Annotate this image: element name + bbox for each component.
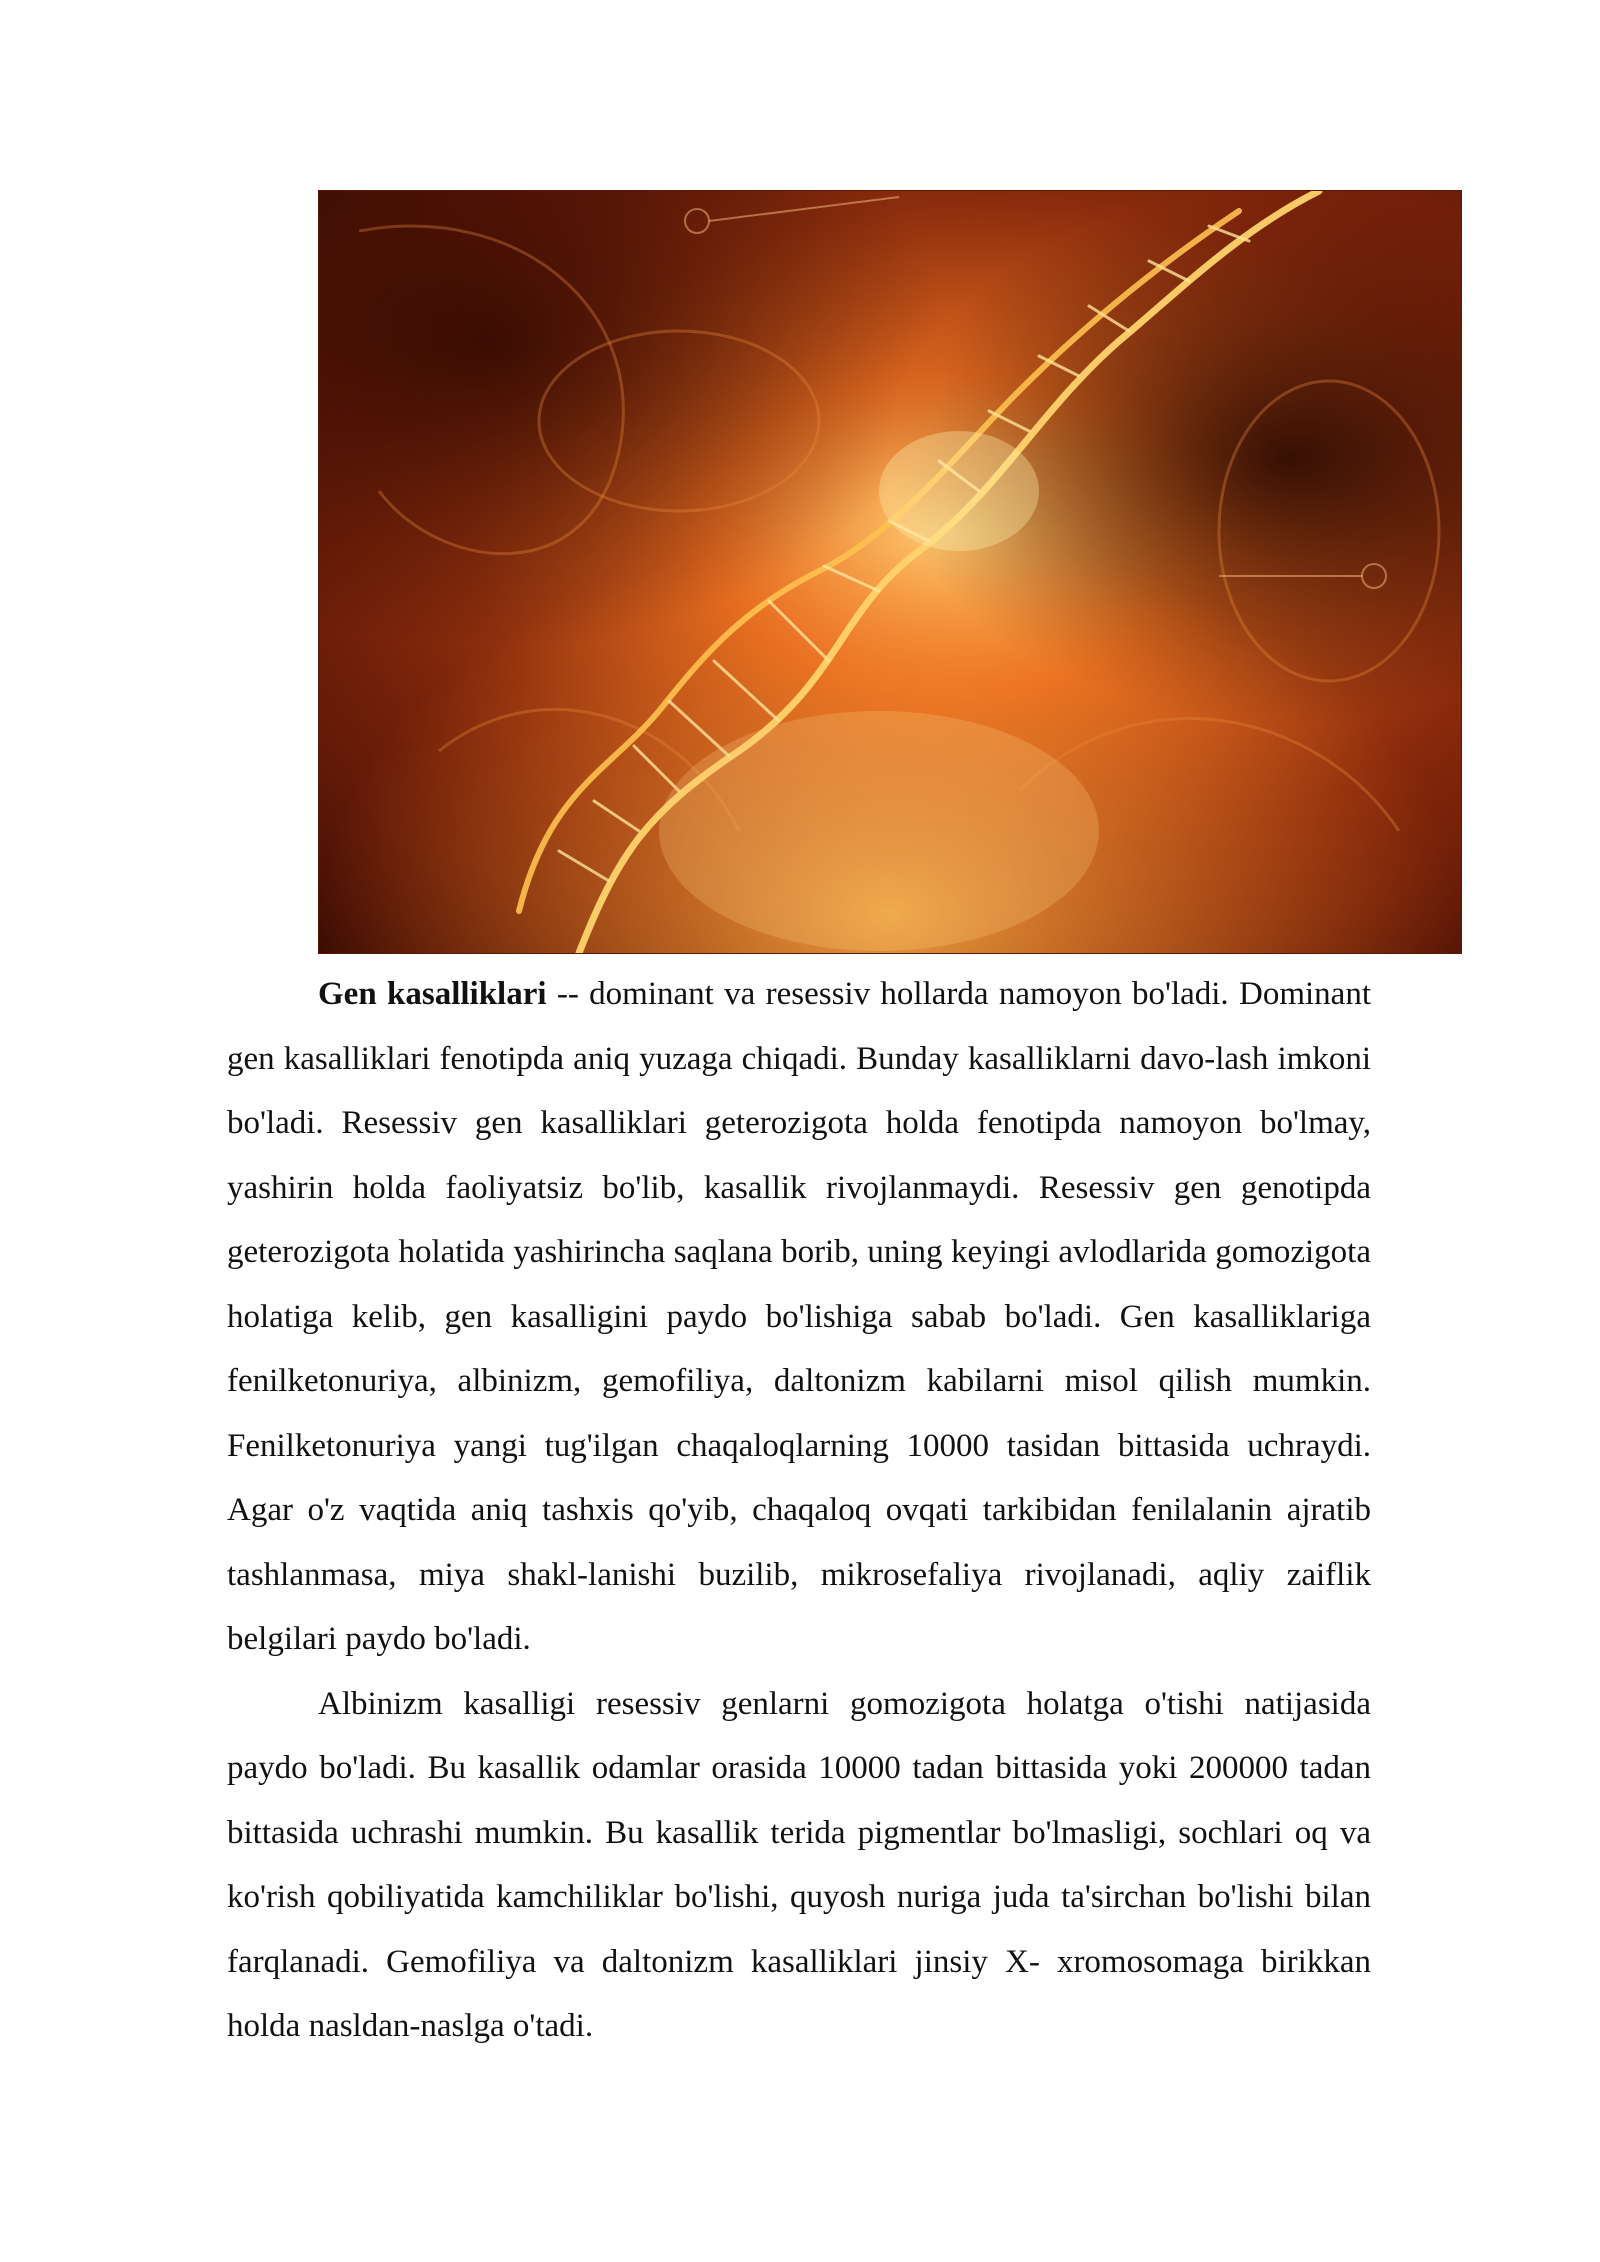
body-text: [227, 962, 1371, 2059]
paragraph-albinizm: [227, 1672, 1371, 2059]
paragraph-gen-kasalliklari: [227, 962, 1371, 1672]
dna-helix-image: [318, 190, 1462, 954]
paragraph-text: Albinizm kasalligi resessiv genlarni gomozigota holatga o'tishi natijasida paydo bo'ladi. Bu kasallik odamlar orasida 10000 tadan bittasida yoki 200000 tadan bittasida uchrashi mumkin. Bu kasallik terida pigmentlar bo'lmasligi, sochlari oq va ko'rish qobiliyatida kamchiliklar bo'lishi, quyosh nuriga juda ta'sirchan bo'lishi bilan farqlanadi. Gemofiliya va daltonizm kasalliklari jinsiy X- xromosomaga birikkan holda nasldan-naslga o'tadi.: [227, 1685, 1371, 2044]
term-gen-kasalliklari: Gen kasalliklari: [318, 976, 547, 1012]
dna-helix-icon: [319, 191, 1461, 953]
paragraph-text: -- dominant va resessiv hollarda namoyon bo'ladi. Dominant gen kasalliklari fenotipda aniq yuzaga chiqadi. Bunday kasalliklarni davo-lash imkoni bo'ladi. Resessiv gen kasalliklari geterozigota holda fenotipda namoyon bo'lmay, yashirin holda faoliyatsiz bo'lib, kasallik rivojlanmaydi. Resessiv gen genotipda geterozigota holatida yashirincha saqlana borib, uning keyingi avlodlarida gomozigota holatiga kelib, gen kasalligini paydo bo'lishiga sabab bo'ladi. Gen kasalliklariga fenilketonuriya, albinizm, gemofiliya, daltonizm kabilarni misol qilish mumkin. Fenilketonuriya yangi tug'ilgan chaqaloqlarning 10000 tasidan bittasida uchraydi. Agar o'z vaqtida aniq tashxis qo'yib, chaqaloq ovqati tarkibidan fenilalanin ajratib tashlanmasa, miya shakl-lanishi buzilib, mikrosefaliya rivojlanadi, aqliy zaiflik belgilari paydo bo'ladi.: [227, 976, 1371, 1657]
